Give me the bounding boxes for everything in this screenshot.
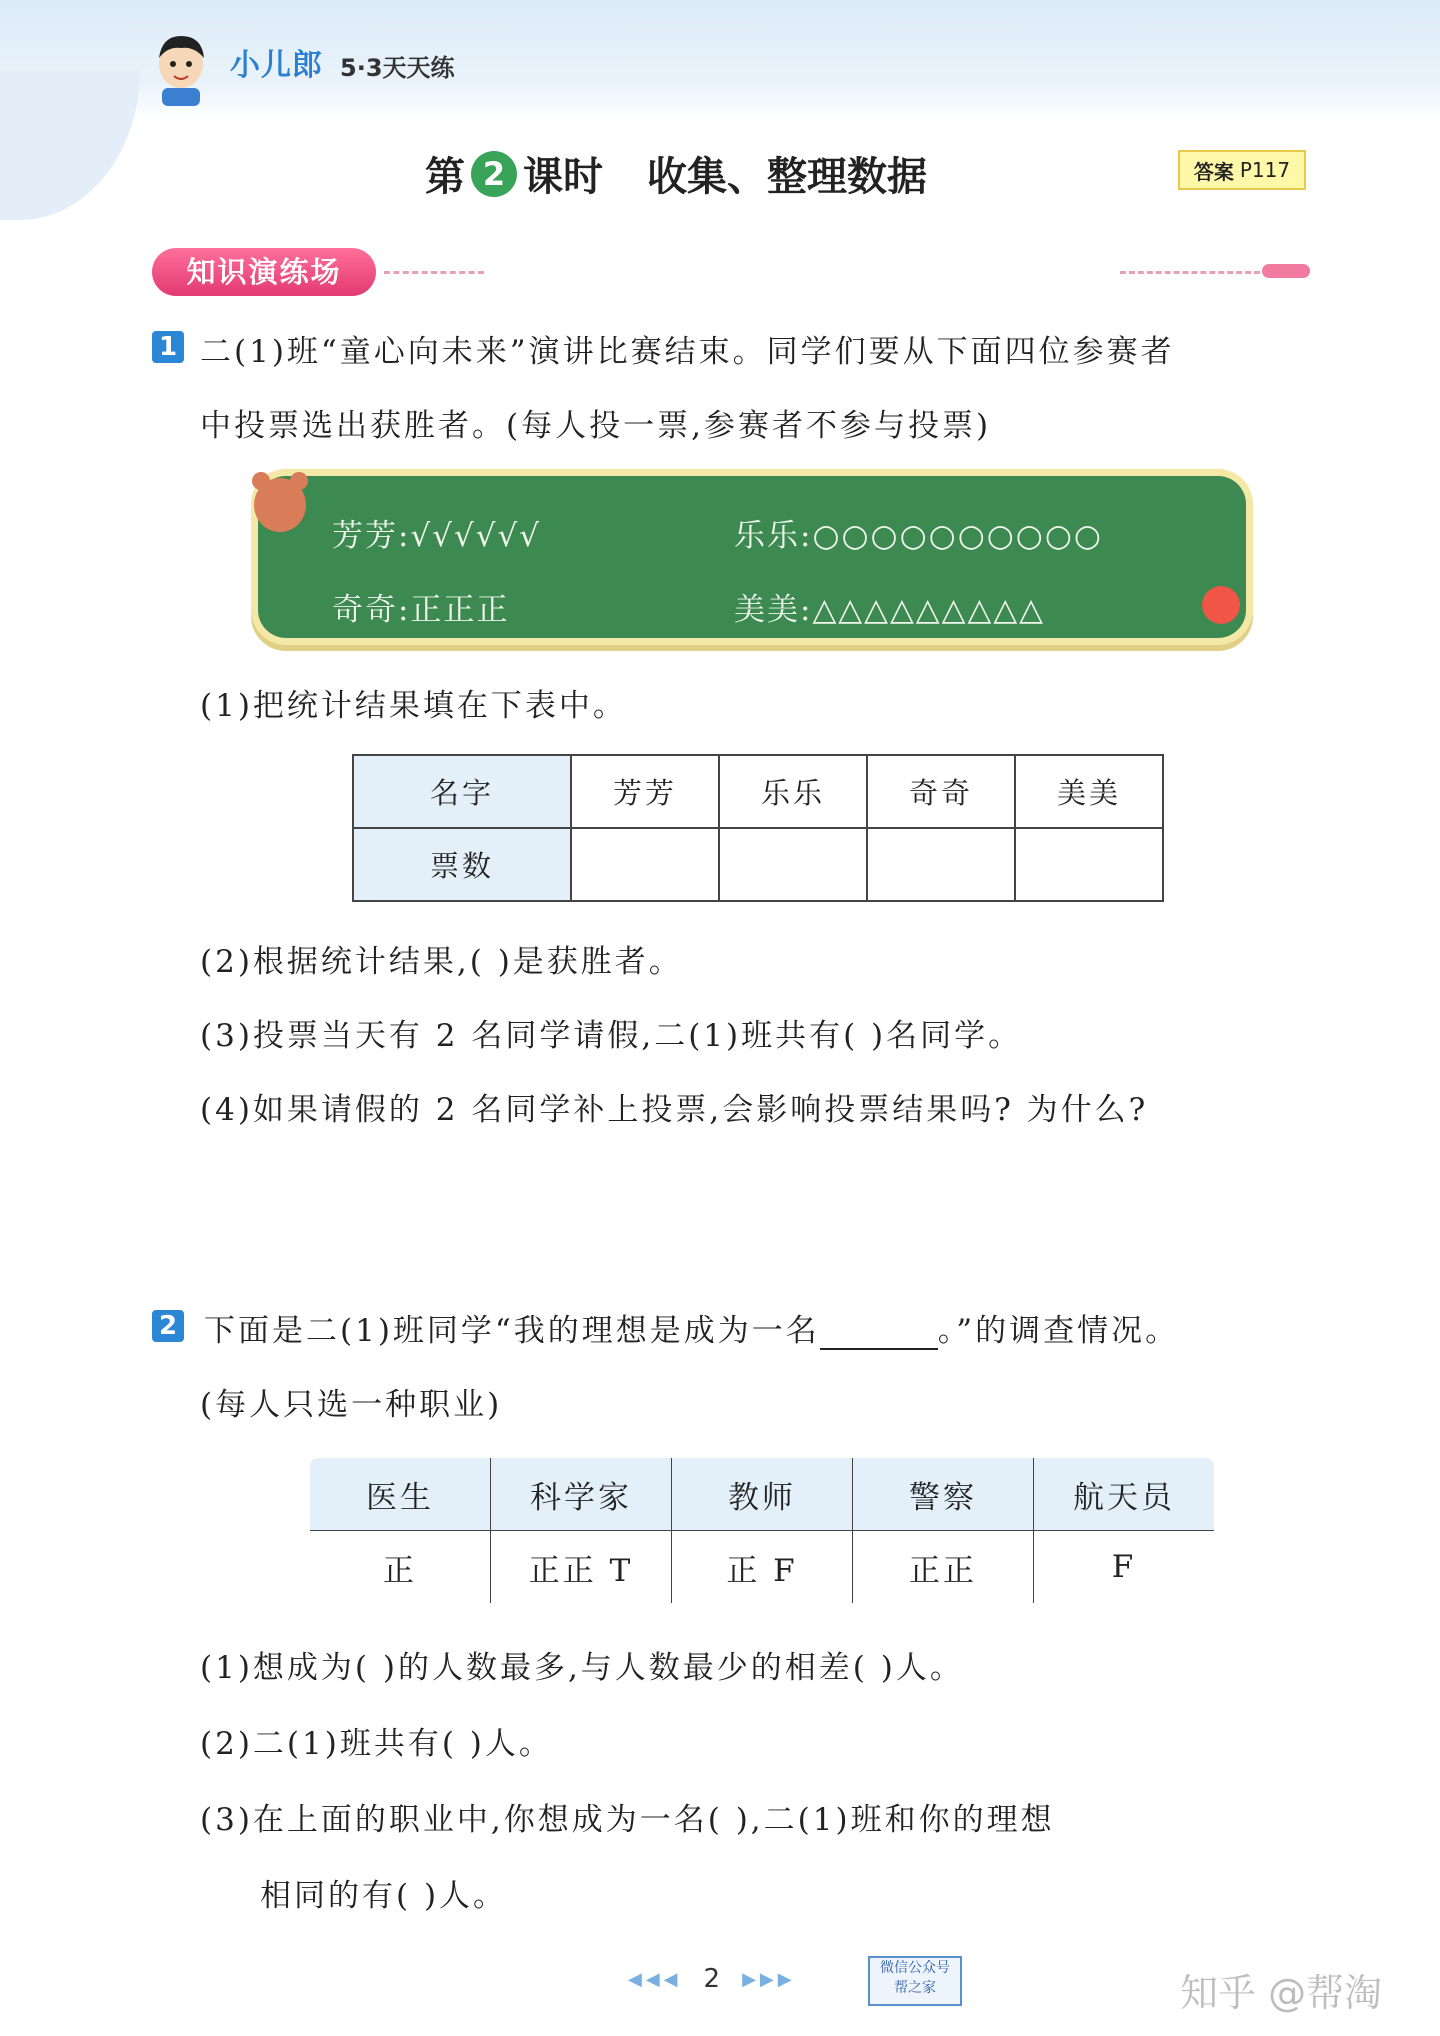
lesson-number-badge: 2	[471, 151, 517, 197]
bear-icon	[254, 478, 306, 532]
answer-cell-lele[interactable]	[719, 828, 867, 901]
section-label: 知识演练场	[152, 248, 376, 296]
table-row	[309, 1531, 1215, 1605]
q2-stem-line2: (每人只选一种职业)	[200, 1387, 503, 1423]
tally-cell: 正正 T	[491, 1531, 672, 1605]
tally-cell: 正	[309, 1531, 491, 1605]
q2-sub1: (1)想成为( )的人数最多,与人数最少的相差( )人。	[200, 1650, 964, 1686]
lesson-prefix: 第	[425, 154, 465, 200]
answer-cell-meimei[interactable]	[1015, 828, 1163, 901]
q2-stem-part1: 下面是二(1)班同学“我的理想是成为一名	[204, 1313, 820, 1349]
pencil-icon	[1262, 264, 1310, 278]
stamp-line2: 帮之家	[894, 1980, 936, 1996]
table-cell: 奇奇	[867, 755, 1015, 828]
q1-stem-line1: 二(1)班“童心向未来”演讲比赛结束。同学们要从下面四位参赛者	[200, 334, 1175, 370]
q1-sub1: (1)把统计结果填在下表中。	[200, 688, 627, 724]
page-footer	[628, 1964, 796, 1994]
board-qiqi-votes: 奇奇:正正正	[332, 592, 510, 628]
section-divider-left	[384, 271, 484, 274]
q2-stem-line1	[204, 1305, 1179, 1350]
q2-sub2: (2)二(1)班共有( )人。	[200, 1726, 553, 1762]
table-header-cell: 警察	[853, 1457, 1034, 1531]
question-1-number: 1	[152, 331, 184, 363]
stamp-line1: 微信公众号	[880, 1960, 950, 1976]
series-name: 5·3天天练	[340, 54, 455, 82]
boy-mascot-icon	[150, 30, 212, 106]
lesson-suffix: 课时	[523, 154, 603, 200]
table-cell: 美美	[1015, 755, 1163, 828]
table-row	[353, 755, 1163, 828]
section-divider-right	[1120, 271, 1260, 274]
table-header-cell: 医生	[309, 1457, 491, 1531]
page-number: 2	[703, 1964, 721, 1994]
apple-icon	[1202, 586, 1240, 624]
table-row	[353, 828, 1163, 901]
answer-cell-fangfang[interactable]	[571, 828, 719, 901]
table-header-cell: 航天员	[1034, 1457, 1216, 1531]
table-header-cell: 票数	[353, 828, 571, 901]
answer-page: P117	[1239, 158, 1291, 182]
board-fangfang-votes: 芳芳:√√√√√√	[332, 518, 541, 554]
left-arrows-icon: ◀◀◀	[628, 1968, 682, 1990]
header-band	[0, 0, 1440, 120]
answer-label: 答案	[1193, 159, 1234, 184]
tally-cell: 正正	[853, 1531, 1034, 1605]
table-header-cell: 名字	[353, 755, 571, 828]
table-cell: 乐乐	[719, 755, 867, 828]
right-arrows-icon: ▶▶▶	[742, 1968, 796, 1990]
q1-sub3: (3)投票当天有 2 名同学请假,二(1)班共有( )名同学。	[200, 1018, 1023, 1054]
q1-sub4: (4)如果请假的 2 名同学补上投票,会影响投票结果吗? 为什么?	[200, 1092, 1149, 1128]
answer-cell-qiqi[interactable]	[867, 828, 1015, 901]
career-survey-table	[308, 1456, 1216, 1605]
table-cell: 芳芳	[571, 755, 719, 828]
tally-cell: F	[1034, 1531, 1216, 1605]
board-meimei-votes: 美美:△△△△△△△△△	[734, 592, 1046, 628]
vote-count-table	[352, 754, 1164, 902]
q2-sub3: (3)在上面的职业中,你想成为一名( ),二(1)班和你的理想	[200, 1802, 1055, 1838]
table-header-cell: 教师	[672, 1457, 853, 1531]
tally-cell: 正 F	[672, 1531, 853, 1605]
q1-stem-line2: 中投票选出获胜者。(每人投一票,参赛者不参与投票)	[200, 408, 992, 444]
wechat-stamp	[868, 1956, 962, 2006]
q2-sub3-continued: 相同的有( )人。	[260, 1878, 508, 1914]
q2-stem-part2: 。”的调查情况。	[937, 1313, 1180, 1349]
header-wave-decoration	[0, 70, 140, 220]
brand-logo: 小儿郎	[230, 48, 323, 83]
q2-fill-blank[interactable]	[820, 1318, 938, 1350]
answer-reference	[1178, 150, 1306, 190]
q1-sub2: (2)根据统计结果,( )是获胜者。	[200, 944, 683, 980]
watermark: 知乎 @帮淘	[1180, 1971, 1383, 2015]
page-title	[425, 145, 927, 202]
table-row	[309, 1457, 1215, 1531]
lesson-title: 收集、整理数据	[647, 154, 927, 200]
question-2-number: 2	[152, 1310, 184, 1342]
board-lele-votes: 乐乐:○○○○○○○○○○	[734, 518, 1103, 554]
table-header-cell: 科学家	[491, 1457, 672, 1531]
